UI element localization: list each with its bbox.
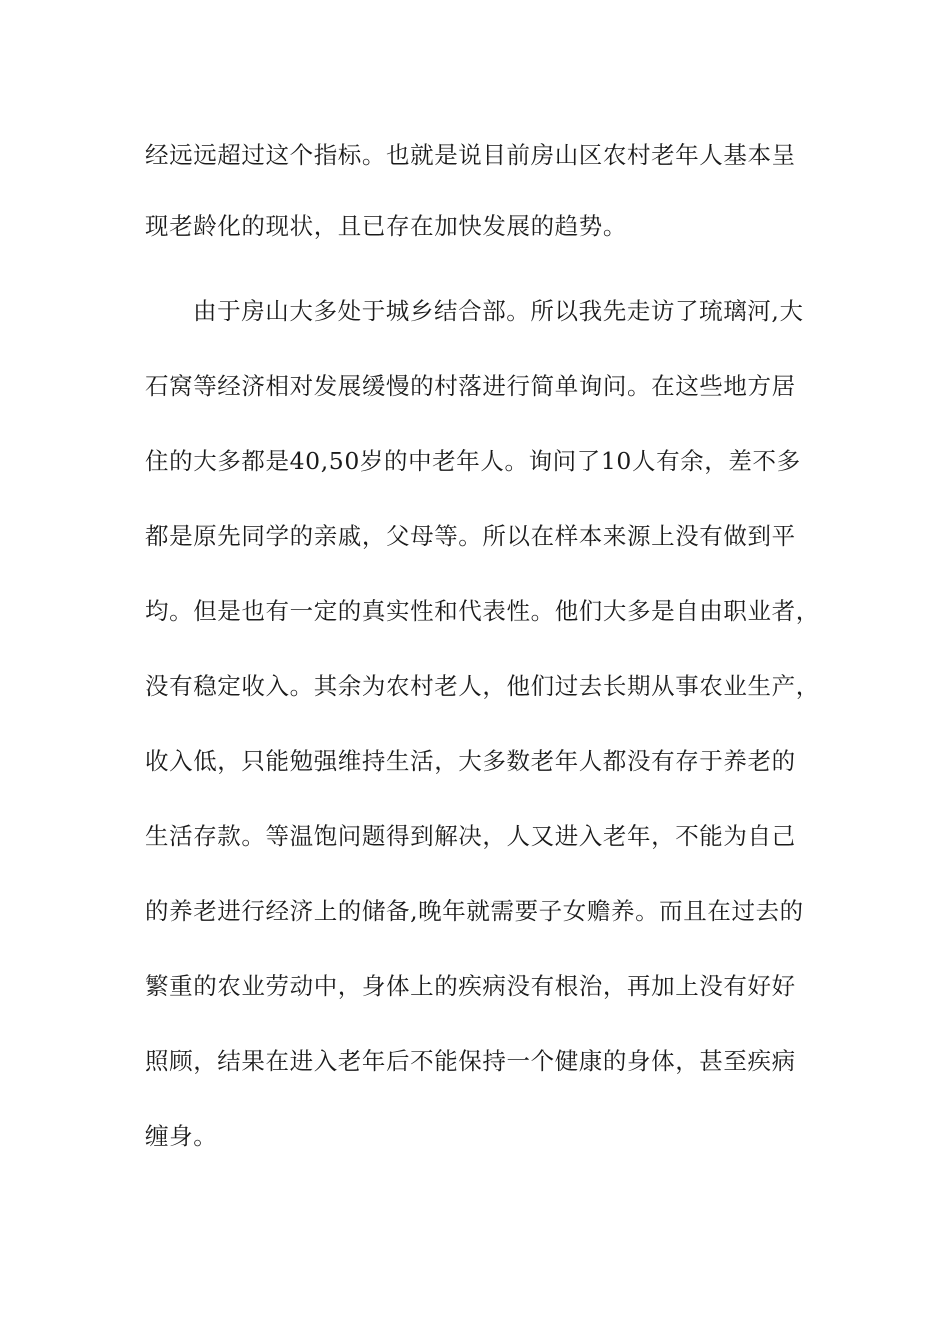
text-line-5: 住的大多都是40,50岁的中老年人。询问了10人有余，差不多 [145,447,801,475]
text-line-11: 的养老进行经济上的储备,晚年就需要子女赡养。而且在过去的 [145,897,804,925]
text-line-3: 由于房山大多处于城乡结合部。所以我先走访了琉璃河,大 [193,297,804,325]
text-line-6: 都是原先同学的亲戚，父母等。所以在样本来源上没有做到平 [145,522,796,550]
text-line-9: 收入低，只能勉强维持生活，大多数老年人都没有存于养老的 [145,747,796,775]
text-line-2: 现老龄化的现状，且已存在加快发展的趋势。 [145,212,627,240]
text-line-10: 生活存款。等温饱问题得到解决，人又进入老年，不能为自己 [145,822,796,850]
text-line-1: 经远远超过这个指标。也就是说目前房山区农村老年人基本呈 [145,141,796,169]
text-line-7: 均。但是也有一定的真实性和代表性。他们大多是自由职业者， [145,597,820,625]
text-line-4: 石窝等经济相对发展缓慢的村落进行简单询问。在这些地方居 [145,372,796,400]
text-line-8: 没有稳定收入。其余为农村老人，他们过去长期从事农业生产， [145,672,820,700]
text-line-12: 繁重的农业劳动中，身体上的疾病没有根治，再加上没有好好 [145,972,796,1000]
text-line-14: 缠身。 [145,1122,218,1150]
text-line-13: 照顾，结果在进入老年后不能保持一个健康的身体，甚至疾病 [145,1047,796,1075]
